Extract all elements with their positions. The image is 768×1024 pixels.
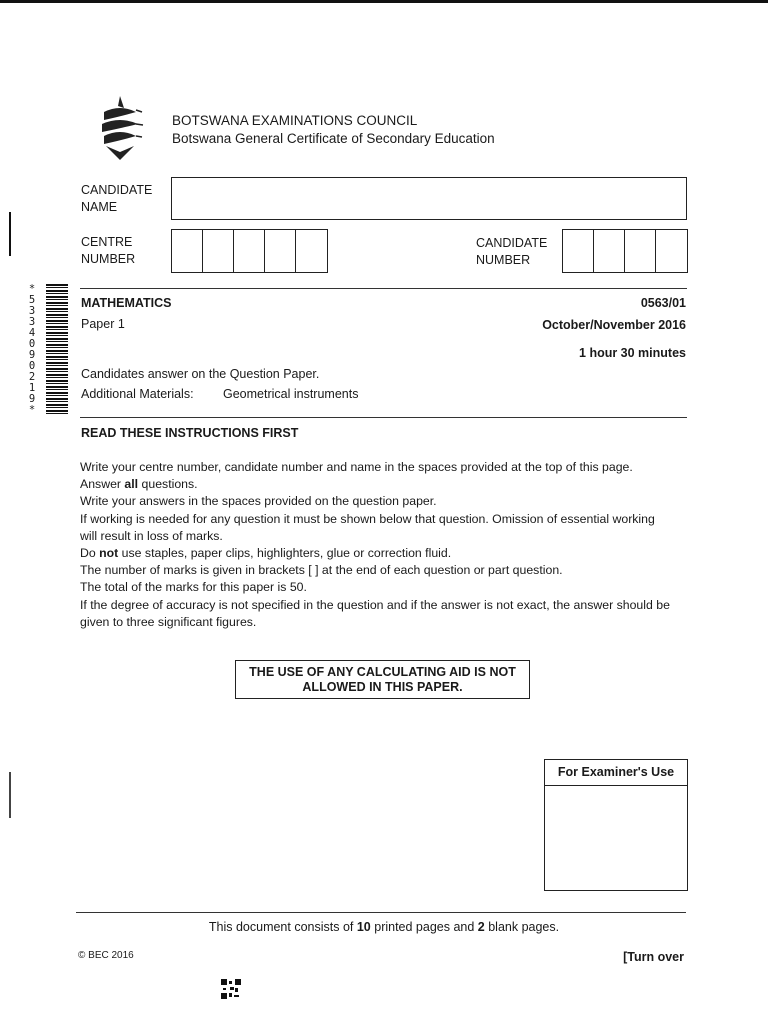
candidate-number-label: CANDIDATE NUMBER [476, 236, 548, 267]
barcode [46, 284, 68, 414]
scan-top-edge [0, 0, 768, 3]
page-header [172, 112, 495, 148]
copyright: © BEC 2016 [78, 950, 134, 961]
certificate-name: Botswana General Certificate of Secondary Education [172, 131, 495, 146]
centre-number-cell[interactable] [203, 230, 234, 272]
divider [76, 912, 686, 913]
instruction-line: given to three significant figures. [80, 614, 257, 629]
page-count-note: This document consists of 10 printed pages and 2 blank pages. [208, 920, 560, 934]
materials-label: Additional Materials: [81, 387, 194, 401]
council-name: BOTSWANA EXAMINATIONS COUNCIL [172, 113, 418, 128]
centre-number-field[interactable] [171, 229, 328, 273]
barcode-text: *5334090219* [28, 283, 36, 416]
centre-number-cell[interactable] [296, 230, 327, 272]
instruction-line: The total of the marks for this paper is 50. [80, 580, 307, 595]
subject-title: MATHEMATICS [81, 296, 172, 310]
candidate-number-cell[interactable] [563, 230, 594, 272]
paper-number: Paper 1 [81, 317, 125, 331]
qr-code-icon [221, 979, 241, 999]
divider [80, 417, 687, 418]
scan-mark-left [9, 212, 11, 256]
materials-value: Geometrical instruments [223, 387, 359, 401]
candidate-number-cell[interactable] [625, 230, 656, 272]
instructions-list [80, 459, 670, 631]
instruction-line: will result in loss of marks. [80, 528, 223, 543]
centre-number-cell[interactable] [265, 230, 296, 272]
instruction-line: If working is needed for any question it must be shown below that question. Omission of essential working [80, 511, 655, 526]
centre-number-label: CENTRE NUMBER [81, 235, 136, 266]
instruction-line: Write your answers in the spaces provided on the question paper. [80, 494, 437, 509]
instruction-line: Answer all questions. [80, 477, 198, 492]
candidate-name-field[interactable] [171, 177, 687, 220]
candidate-number-cell[interactable] [594, 230, 625, 272]
instruction-line: The number of marks is given in brackets [ ] at the end of each question or part question. [80, 563, 563, 578]
centre-number-cell[interactable] [172, 230, 203, 272]
answer-note: Candidates answer on the Question Paper. [81, 367, 320, 381]
instructions-heading: READ THESE INSTRUCTIONS FIRST [81, 426, 299, 440]
candidate-number-cell[interactable] [656, 230, 687, 272]
bec-logo-icon [98, 94, 144, 164]
instruction-line: Do not use staples, paper clips, highlighters, glue or correction fluid. [80, 546, 452, 561]
scan-mark-left-lower [9, 772, 11, 818]
divider [80, 288, 687, 289]
centre-number-cell[interactable] [234, 230, 265, 272]
paper-code: 0563/01 [640, 296, 686, 310]
exam-session: October/November 2016 [542, 318, 686, 332]
candidate-name-label: CANDIDATE NAME [81, 183, 153, 214]
exam-duration: 1 hour 30 minutes [579, 346, 686, 360]
instruction-line: Write your centre number, candidate number and name in the spaces provided at the top of this page. [80, 460, 633, 474]
calculator-notice: THE USE OF ANY CALCULATING AID IS NOT ALLOWED IN THIS PAPER. [235, 660, 530, 699]
candidate-number-field[interactable] [562, 229, 688, 273]
instruction-line: If the degree of accuracy is not specified in the question and if the answer is not exact, the answer should be [80, 597, 670, 612]
turn-over: [Turn over [623, 950, 684, 964]
examiners-use-box [544, 759, 688, 891]
examiners-use-title: For Examiner's Use [545, 760, 687, 786]
